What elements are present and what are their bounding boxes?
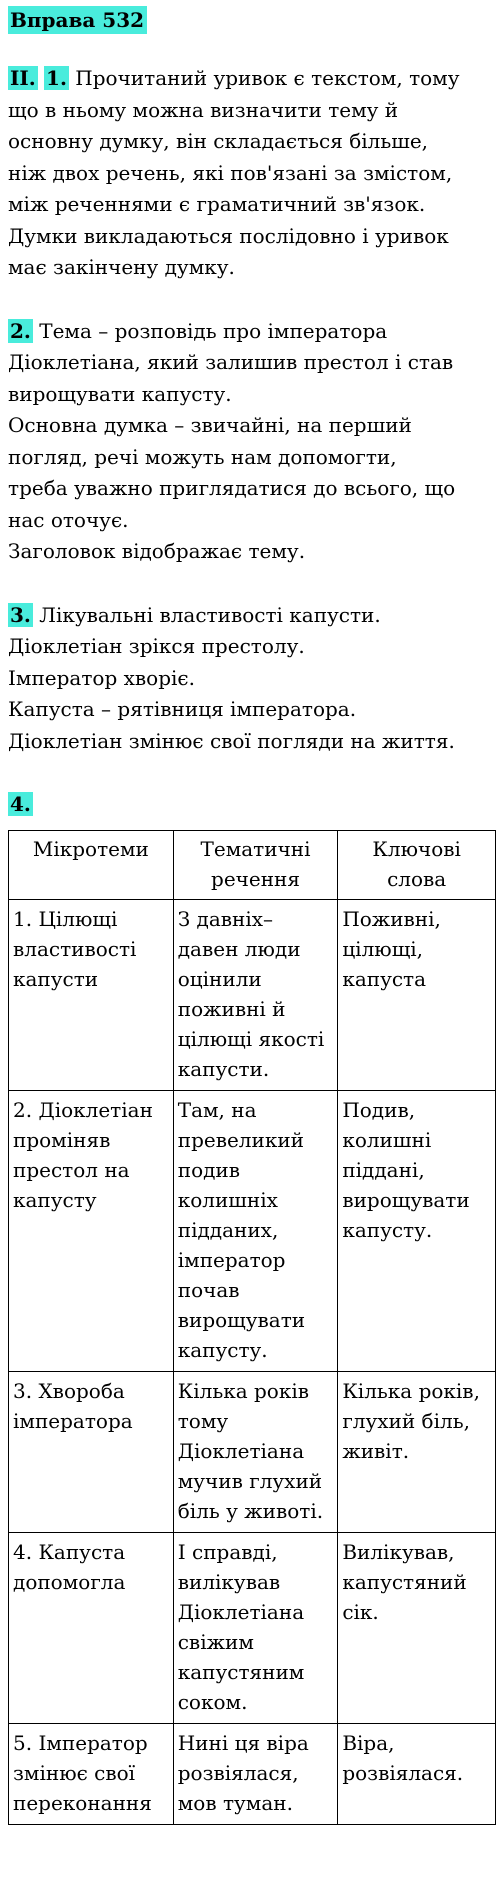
section-1-line-6: має закінчену думку. [8, 255, 235, 279]
section-1-line-3: ніж двох речень, які пов'язані за змістом, [8, 160, 453, 185]
section-2-line-1: Діоклетіана, який залишив престол і став [8, 350, 454, 374]
section-2-line-3: Основна думка – звичайні, на перший [8, 413, 412, 437]
section-1-number-label: 1. [46, 66, 67, 90]
cell-thematic-sentence: Там, на превеликий подив колишніх підданих, імператор почав вирощувати капусту. [173, 1090, 338, 1371]
table-row [9, 1532, 496, 1723]
header-thematic-sentences: Тематичні речення [173, 830, 338, 899]
table-row [9, 1371, 496, 1532]
cell-keywords: Подив, колишні піддані, вирощувати капусту. [338, 1090, 496, 1371]
section-2-number-label: 2. [10, 318, 31, 343]
cell-thematic-sentence: Нині ця віра розвіялася, мов туман. [173, 1723, 338, 1824]
cell-microtopic: 3. Хвороба імператора [9, 1371, 174, 1532]
section-4-number-label: 4. [10, 792, 31, 816]
section-1-roman-label: ІІ. [10, 66, 36, 90]
section-2-line-7: Заголовок відображає тему. [8, 539, 306, 563]
section-1-line-4: між реченнями є граматичний зв'язок. [8, 192, 426, 216]
section-4 [8, 789, 494, 821]
cell-thematic-sentence: І справді, вилікував Діоклетіана свіжим капустяним соком. [173, 1532, 338, 1723]
table-row [9, 1723, 496, 1824]
section-3-text: Лікувальні властивості капусти. [39, 602, 381, 627]
section-1-line-2: основну думку, він складається більше, [8, 129, 429, 153]
document [8, 6, 494, 1825]
header-microtopics: Мікротеми [9, 830, 174, 899]
section-1-line-0 [8, 63, 494, 95]
section-2-line-4: погляд, речі можуть нам допомогти, [8, 444, 397, 469]
section-2-line-5: треба уважно приглядатися до всього, що [8, 476, 456, 500]
cell-keywords: Поживні, цілющі, капуста [338, 899, 496, 1090]
section-2-line-2: вирощувати капусту. [8, 381, 232, 406]
section-1-text: Прочитаний уривок є текстом, тому [75, 66, 460, 90]
section-3-number-label: 3. [10, 602, 31, 627]
section-3-line-0 [8, 600, 494, 632]
section-2-text: Тема – розповідь про імператора [39, 318, 388, 343]
section-3-line-1: Діоклетіан зрікся престолу. [8, 634, 305, 658]
header-keywords: Ключові слова [338, 830, 496, 899]
exercise-title: Вправа 532 [8, 6, 147, 34]
section-2 [8, 316, 494, 568]
section-3-line-2: Імператор хворіє. [8, 665, 195, 690]
cell-microtopic: 5. Імператор змінює свої переконання [9, 1723, 174, 1824]
table-row [9, 1090, 496, 1371]
cell-microtopic: 4. Капуста допомогла [9, 1532, 174, 1723]
section-2-line-6: нас оточує. [8, 507, 129, 532]
table-row [9, 899, 496, 1090]
section-2-line-0 [8, 316, 494, 348]
section-3-line-4: Діоклетіан змінює свої погляди на життя. [8, 728, 455, 753]
section-1-line-1: що в ньому можна визначити тему й [8, 97, 399, 122]
cell-thematic-sentence: Кілька років тому Діоклетіана мучив глухий біль у животі. [173, 1371, 338, 1532]
section-3-line-3: Капуста – рятівниця імператора. [8, 697, 357, 721]
cell-keywords: Кілька років, глухий біль, живіт. [338, 1371, 496, 1532]
cell-keywords: Віра, розвіялася. [338, 1723, 496, 1824]
table-header-row [9, 830, 496, 899]
cell-microtopic: 2. Діоклетіан проміняв престол на капусту [9, 1090, 174, 1371]
section-1-line-5: Думки викладаються послідовно і уривок [8, 223, 449, 248]
cell-thematic-sentence: З давніх– давен люди оцінили поживні й цілющі якості капусти. [173, 899, 338, 1090]
microtopics-table [8, 830, 496, 1825]
cell-keywords: Вилікував, капустяний сік. [338, 1532, 496, 1723]
section-3 [8, 600, 494, 758]
cell-microtopic: 1. Цілющі властивості капусти [9, 899, 174, 1090]
section-1 [8, 63, 494, 284]
